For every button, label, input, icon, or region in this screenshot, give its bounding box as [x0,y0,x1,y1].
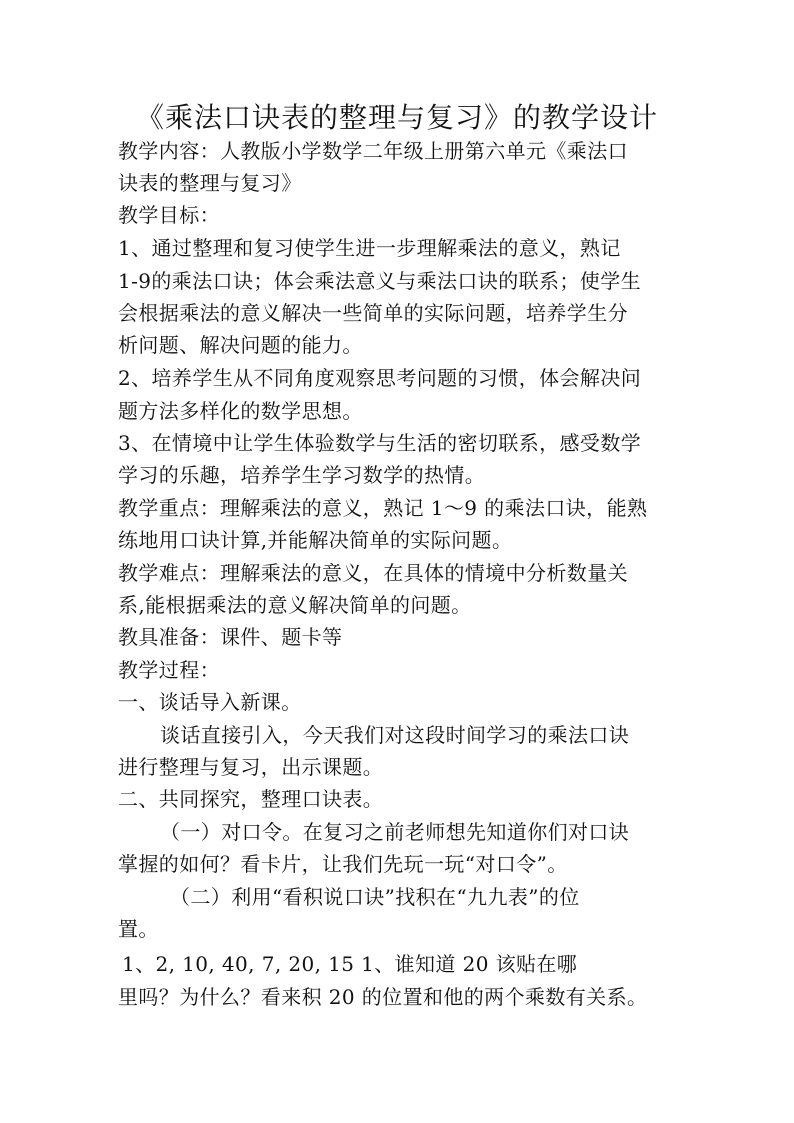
document-title: 《乘法口诀表的整理与复习》的教学设计 [135,101,658,134]
numbers-line: 1、2, 10, 40, 7, 20, 15 1、谁知道 20 该贴在哪 [122,952,578,976]
objective-1-line: 析问题、解决问题的能力。 [118,333,363,357]
objective-2-line: 2、培养学生从不同角度观察思考问题的习惯，体会解决问 [118,366,642,390]
difficulty-line: 教学难点：理解乘法的意义，在具体的情境中分析数量关 [118,561,628,585]
section-1-heading: 一、谈话导入新课。 [118,690,302,714]
section-2-heading: 二、共同探究，整理口诀表。 [118,787,384,811]
section-1-paragraph: 进行整理与复习，出示课题。 [118,755,384,779]
subsection-1-paragraph: （一）对口令。在复习之前老师想先知道你们对口诀 [160,820,630,844]
content-line: 教学内容：人教版小学数学二年级上册第六单元《乘法口 [118,139,628,163]
question-line: 里吗？为什么？看来积 20 的位置和他的两个乘数有关系。 [118,985,648,1009]
subsection-1-paragraph: 掌握的如何？看卡片，让我们先玩一玩“对口令”。 [118,852,568,876]
key-points-line: 练地用口诀计算,并能解决简单的实际问题。 [118,528,513,552]
difficulty-line: 系,能根据乘法的意义解决简单的问题。 [118,593,472,617]
objective-1-line: 1、通过整理和复习使学生进一步理解乘法的意义，熟记 [118,236,621,260]
subsection-2-paragraph: 置。 [118,917,159,941]
materials-line: 教具准备：课件、题卡等 [118,625,343,649]
objective-1-line: 会根据乘法的意义解决一些简单的实际问题，培养学生分 [118,301,628,325]
objective-2-line: 题方法多样化的数学思想。 [118,399,363,423]
process-heading: 教学过程： [118,658,220,682]
objective-3-line: 3、在情境中让学生体验数学与生活的密切联系，感受数学 [118,431,642,455]
section-1-paragraph: 谈话直接引入，今天我们对这段时间学习的乘法口诀 [160,723,630,747]
key-points-line: 教学重点：理解乘法的意义，熟记 1～9 的乘法口诀，能熟 [118,496,648,520]
objective-3-line: 学习的乐趣，培养学生学习数学的热情。 [118,463,486,487]
objective-1-line: 1-9的乘法口诀；体会乘法意义与乘法口诀的联系；使学生 [118,269,642,293]
objectives-heading: 教学目标： [118,203,220,227]
content-line: 诀表的整理与复习》 [118,171,302,195]
subsection-2-paragraph: （二）利用“看积说口诀”找积在“九九表”的位 [170,885,580,909]
